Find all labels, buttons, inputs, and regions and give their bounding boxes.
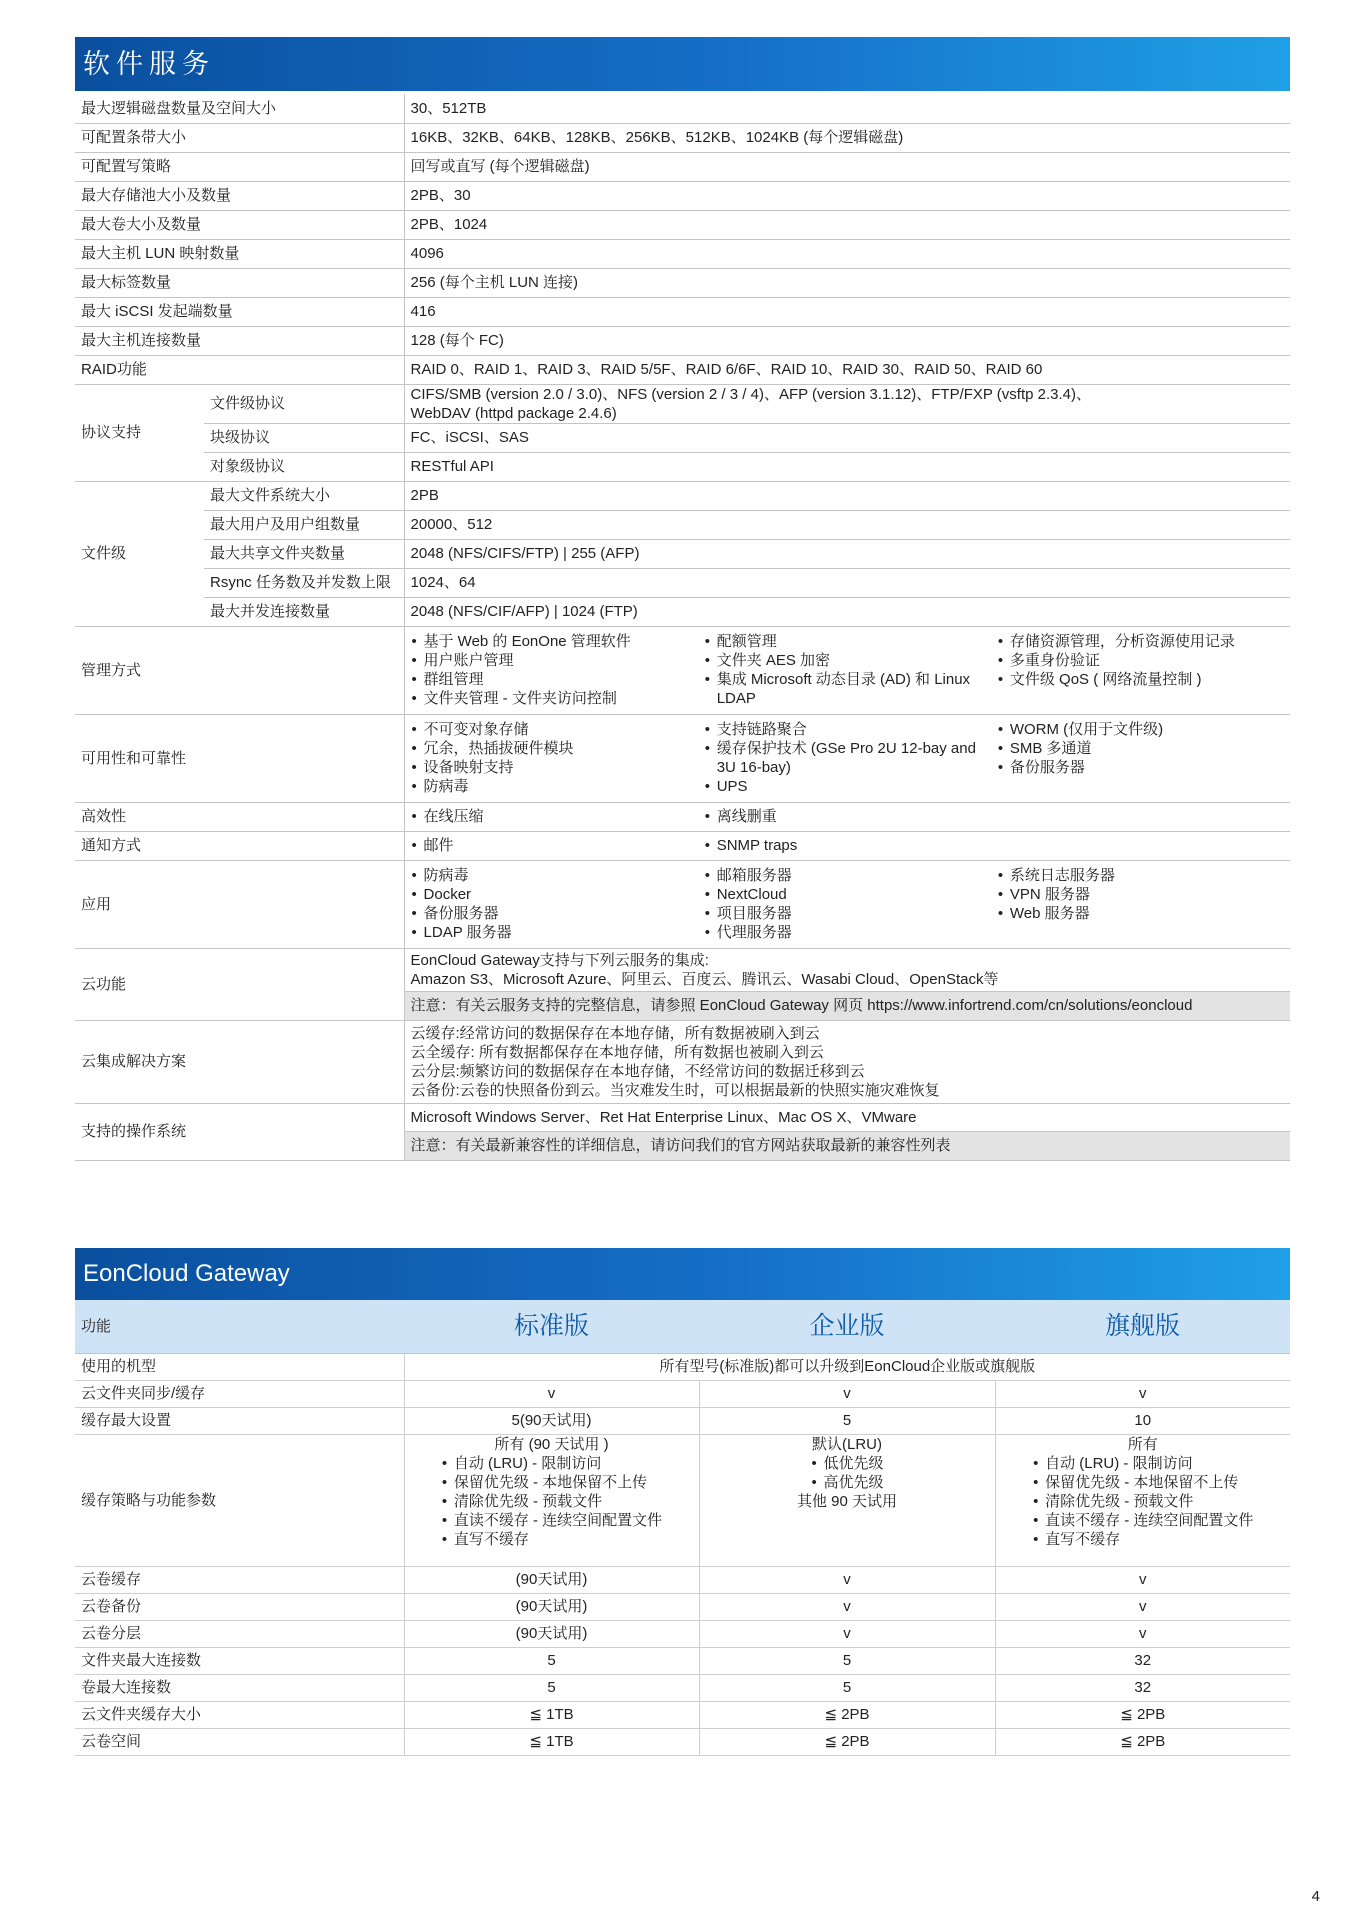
table-row: [75, 123, 1290, 152]
table-row: [75, 597, 1290, 626]
cell-standard: (90天试用): [404, 1566, 699, 1593]
row-label: RAID功能: [75, 355, 404, 384]
table-row: [75, 384, 1290, 423]
list-item: • 直读不缓存 - 连续空间配置文件: [441, 1511, 662, 1530]
row-sublabel: 文件级协议: [204, 384, 404, 423]
row-value: [404, 860, 1290, 948]
table-row: [75, 1353, 1290, 1380]
cell-standard: [404, 1434, 699, 1566]
list-item: • 集成 Microsoft 动态目录 (AD) 和 Linux LDAP: [704, 670, 991, 708]
row-label: 卷最大连接数: [75, 1674, 404, 1701]
cell-standard: v: [404, 1380, 699, 1407]
list-item: • 存储资源管理，分析资源使用记录: [997, 632, 1284, 651]
cell-enterprise: ≦ 2PB: [699, 1728, 995, 1755]
cell-standard: 5: [404, 1647, 699, 1674]
table-row: [75, 539, 1290, 568]
value-line: WebDAV (httpd package 2.4.6): [410, 404, 617, 422]
list-item: • LDAP 服务器: [411, 923, 698, 942]
table-row: [75, 1020, 1290, 1103]
row-sublabel: 最大文件系统大小: [204, 481, 404, 510]
list-item: • SMB 多通道: [997, 739, 1284, 758]
row-value: 30、512TB: [404, 94, 1290, 123]
row-label: 最大标签数量: [75, 268, 404, 297]
policy-footer: 其他 90 天试用: [796, 1492, 898, 1510]
row-label: 支持的操作系统: [75, 1103, 404, 1160]
row-value: [404, 714, 1290, 802]
table-row: [75, 860, 1290, 948]
row-label: 可用性和可靠性: [75, 714, 404, 802]
row-value: 256 (每个主机 LUN 连接): [404, 268, 1290, 297]
row-value: 2048 (NFS/CIFS/FTP) | 255 (AFP): [404, 539, 1290, 568]
cell-flagship: ≦ 2PB: [995, 1728, 1290, 1755]
list-item: • 缓存保护技术 (GSe Pro 2U 12-bay and 3U 16-bay): [704, 739, 991, 777]
list-item: • 文件级 QoS ( 网络流量控制 ): [997, 670, 1284, 689]
cell-enterprise: v: [699, 1593, 995, 1620]
table-row: [75, 831, 1290, 860]
row-sublabel: 最大共享文件夹数量: [204, 539, 404, 568]
cell-flagship: 32: [995, 1674, 1290, 1701]
cell-enterprise: v: [699, 1620, 995, 1647]
cell-flagship: 32: [995, 1647, 1290, 1674]
policy-title: 所有 (90 天试用 ): [494, 1435, 609, 1453]
table-row: [75, 1620, 1290, 1647]
list-item: • 直写不缓存: [441, 1530, 662, 1549]
policy-title: 默认(LRU): [812, 1435, 882, 1453]
table-row: [75, 1103, 1290, 1131]
table-row: [75, 714, 1290, 802]
list-item: • 不可变对象存储: [411, 720, 698, 739]
row-value: 416: [404, 297, 1290, 326]
table-row: [75, 1566, 1290, 1593]
row-value: 2PB、30: [404, 181, 1290, 210]
list-item: • 保留优先级 - 本地保留不上传: [1032, 1473, 1253, 1492]
list-item: • 保留优先级 - 本地保留不上传: [441, 1473, 662, 1492]
table-row: [75, 1593, 1290, 1620]
row-value: 16KB、32KB、64KB、128KB、256KB、512KB、1024KB (每个逻辑磁盘): [404, 123, 1290, 152]
value-line: 云缓存:经常访问的数据保存在本地存储，所有数据被刷入到云: [410, 1024, 820, 1042]
table-row: [75, 626, 1290, 714]
list-item: • 基于 Web 的 EonOne 管理软件: [411, 632, 698, 651]
cell-enterprise: v: [699, 1566, 995, 1593]
row-value: 4096: [404, 239, 1290, 268]
cell-standard: ≦ 1TB: [404, 1728, 699, 1755]
table-row: [75, 452, 1290, 481]
value-line: Amazon S3、Microsoft Azure、阿里云、百度云、腾讯云、Wasabi Cloud、OpenStack等: [410, 970, 999, 988]
note: 注意：有关云服务支持的完整信息，请参照 EonCloud Gateway 网页 https://www.infortrend.com/cn/solutions/eoncloud: [404, 991, 1290, 1020]
table-row: [75, 948, 1290, 991]
row-value: 1024、64: [404, 568, 1290, 597]
cell-flagship: v: [995, 1380, 1290, 1407]
list-item: • 代理服务器: [704, 923, 991, 942]
row-label: 可配置写策略: [75, 152, 404, 181]
list-item: • 直读不缓存 - 连续空间配置文件: [1032, 1511, 1253, 1530]
list-item: • SNMP traps: [704, 836, 991, 855]
list-item: • UPS: [704, 777, 991, 796]
list-item: • 系统日志服务器: [997, 866, 1284, 885]
cell-flagship: [995, 1434, 1290, 1566]
list-item: • 备份服务器: [411, 904, 698, 923]
list-item: • 文件夹管理 - 文件夹访问控制: [411, 689, 698, 708]
header-feature: 功能: [75, 1300, 404, 1353]
row-label: 云卷分层: [75, 1620, 404, 1647]
table-row: [75, 94, 1290, 123]
value-line: EonCloud Gateway支持与下列云服务的集成:: [410, 951, 709, 969]
table-row: [75, 268, 1290, 297]
row-label: 使用的机型: [75, 1353, 404, 1380]
table-row: [75, 423, 1290, 452]
list-item: • VPN 服务器: [997, 885, 1284, 904]
table-row: [75, 355, 1290, 384]
list-item: • 用户账户管理: [411, 651, 698, 670]
cell-enterprise: 5: [699, 1674, 995, 1701]
row-sublabel: 块级协议: [204, 423, 404, 452]
row-label: 最大主机连接数量: [75, 326, 404, 355]
row-label: 云卷备份: [75, 1593, 404, 1620]
cell-standard: (90天试用): [404, 1620, 699, 1647]
cell-enterprise: 5: [699, 1407, 995, 1434]
cell-flagship: v: [995, 1566, 1290, 1593]
row-label: 缓存策略与功能参数: [75, 1434, 404, 1566]
cell-enterprise: 5: [699, 1647, 995, 1674]
header-enterprise: 企业版: [699, 1300, 995, 1353]
list-item: • 低优先级: [810, 1454, 883, 1473]
list-item: • 邮件: [411, 836, 698, 855]
row-label: 云卷缓存: [75, 1566, 404, 1593]
policy-title: 所有: [1127, 1435, 1158, 1453]
list-item: • 防病毒: [411, 866, 698, 885]
row-label: 云功能: [75, 948, 404, 1020]
cell-enterprise: [699, 1434, 995, 1566]
list-item: • 设备映射支持: [411, 758, 698, 777]
row-label: 管理方式: [75, 626, 404, 714]
row-value: 2PB、1024: [404, 210, 1290, 239]
table-row: [75, 1728, 1290, 1755]
row-value: [404, 626, 1290, 714]
list-item: • 清除优先级 - 预载文件: [1032, 1492, 1253, 1511]
list-item: • 群组管理: [411, 670, 698, 689]
table-row: [75, 181, 1290, 210]
table-row: [75, 802, 1290, 831]
table-row: [75, 1380, 1290, 1407]
cell-flagship: ≦ 2PB: [995, 1701, 1290, 1728]
table-row: [75, 239, 1290, 268]
cell-standard: (90天试用): [404, 1593, 699, 1620]
list-item: • 自动 (LRU) - 限制访问: [441, 1454, 662, 1473]
list-item: • 在线压缩: [411, 807, 698, 826]
row-sublabel: 对象级协议: [204, 452, 404, 481]
list-item: • 项目服务器: [704, 904, 991, 923]
row-value: 回写或直写 (每个逻辑磁盘): [404, 152, 1290, 181]
row-value: [404, 1020, 1290, 1103]
section-title-software-services: 软件服务: [75, 37, 1290, 91]
row-label: 应用: [75, 860, 404, 948]
section-title-eoncloud-gateway: EonCloud Gateway: [75, 1248, 1290, 1300]
software-services-table: [75, 94, 1290, 1161]
row-label: 云集成解决方案: [75, 1020, 404, 1103]
cell-enterprise: v: [699, 1380, 995, 1407]
table-row: [75, 481, 1290, 510]
cell-enterprise: ≦ 2PB: [699, 1701, 995, 1728]
list-item: • 防病毒: [411, 777, 698, 796]
row-value: RESTful API: [404, 452, 1290, 481]
row-label: 缓存最大设置: [75, 1407, 404, 1434]
row-label: 最大逻辑磁盘数量及空间大小: [75, 94, 404, 123]
row-sublabel: 最大并发连接数量: [204, 597, 404, 626]
eoncloud-gateway-table: [75, 1300, 1290, 1756]
table-row: [75, 210, 1290, 239]
row-value: 2048 (NFS/CIF/AFP) | 1024 (FTP): [404, 597, 1290, 626]
list-item: • NextCloud: [704, 885, 991, 904]
row-label: 通知方式: [75, 831, 404, 860]
list-item: • 自动 (LRU) - 限制访问: [1032, 1454, 1253, 1473]
row-label: 最大 iSCSI 发起端数量: [75, 297, 404, 326]
table-row: [75, 152, 1290, 181]
row-label: 最大存储池大小及数量: [75, 181, 404, 210]
list-item: • 多重身份验证: [997, 651, 1284, 670]
row-label: 云卷空间: [75, 1728, 404, 1755]
list-item: • 冗余，热插拔硬件模块: [411, 739, 698, 758]
header-standard: 标准版: [404, 1300, 699, 1353]
list-item: • 备份服务器: [997, 758, 1284, 777]
list-item: • 文件夹 AES 加密: [704, 651, 991, 670]
row-label: 协议支持: [75, 384, 204, 481]
row-value: [404, 802, 1290, 831]
table-row: [75, 1407, 1290, 1434]
row-value: 128 (每个 FC): [404, 326, 1290, 355]
row-value: [404, 384, 1290, 423]
value-line: 云备份:云卷的快照备份到云。当灾难发生时，可以根据最新的快照实施灾难恢复: [410, 1081, 940, 1099]
cell-standard: 5: [404, 1674, 699, 1701]
list-item: • 高优先级: [810, 1473, 883, 1492]
cell-standard: ≦ 1TB: [404, 1701, 699, 1728]
table-row: [75, 1647, 1290, 1674]
row-label: 云文件夹同步/缓存: [75, 1380, 404, 1407]
table-row: [75, 1701, 1290, 1728]
row-sublabel: 最大用户及用户组数量: [204, 510, 404, 539]
value-line: 云分层:频繁访问的数据保存在本地存储，不经常访问的数据迁移到云: [410, 1062, 865, 1080]
list-item: • 配额管理: [704, 632, 991, 651]
row-label: 最大主机 LUN 映射数量: [75, 239, 404, 268]
header-flagship: 旗舰版: [995, 1300, 1290, 1353]
list-item: • Docker: [411, 885, 698, 904]
list-item: • 支持链路聚合: [704, 720, 991, 739]
table-row: [75, 1674, 1290, 1701]
cell-flagship: 10: [995, 1407, 1290, 1434]
row-value: [404, 831, 1290, 860]
row-value: 2PB: [404, 481, 1290, 510]
page-number: 4: [1311, 1888, 1320, 1905]
table-header-row: [75, 1300, 1290, 1353]
list-item: • Web 服务器: [997, 904, 1284, 923]
row-value: Microsoft Windows Server、Ret Hat Enterprise Linux、Mac OS X、VMware: [404, 1103, 1290, 1131]
row-label: 云文件夹缓存大小: [75, 1701, 404, 1728]
table-row: [75, 326, 1290, 355]
table-row: [75, 568, 1290, 597]
cell-standard: 5(90天试用): [404, 1407, 699, 1434]
row-value: [404, 948, 1290, 991]
row-value: FC、iSCSI、SAS: [404, 423, 1290, 452]
cell-flagship: v: [995, 1593, 1290, 1620]
list-item: • 直写不缓存: [1032, 1530, 1253, 1549]
row-label: 文件夹最大连接数: [75, 1647, 404, 1674]
table-row: [75, 1434, 1290, 1566]
list-item: • 离线删重: [704, 807, 991, 826]
row-label: 最大卷大小及数量: [75, 210, 404, 239]
list-item: • 清除优先级 - 预载文件: [441, 1492, 662, 1511]
row-label: 高效性: [75, 802, 404, 831]
note: 注意：有关最新兼容性的详细信息，请访问我们的官方网站获取最新的兼容性列表: [404, 1131, 1290, 1160]
row-value: 20000、512: [404, 510, 1290, 539]
row-sublabel: Rsync 任务数及并发数上限: [204, 568, 404, 597]
value-line: CIFS/SMB (version 2.0 / 3.0)、NFS (version 2 / 3 / 4)、AFP (version 3.1.12)、FTP/FXP (vsftp 2.3.4)、: [410, 385, 1092, 403]
list-item: • WORM (仅用于文件级): [997, 720, 1284, 739]
row-value: RAID 0、RAID 1、RAID 3、RAID 5/5F、RAID 6/6F、RAID 10、RAID 30、RAID 50、RAID 60: [404, 355, 1290, 384]
table-row: [75, 297, 1290, 326]
table-row: [75, 510, 1290, 539]
value-line: 云全缓存: 所有数据都保存在本地存储，所有数据也被刷入到云: [410, 1043, 824, 1061]
row-label: 可配置条带大小: [75, 123, 404, 152]
row-value: 所有型号(标准版)都可以升级到EonCloud企业版或旗舰版: [404, 1353, 1290, 1380]
row-label: 文件级: [75, 481, 204, 626]
cell-flagship: v: [995, 1620, 1290, 1647]
list-item: • 邮箱服务器: [704, 866, 991, 885]
